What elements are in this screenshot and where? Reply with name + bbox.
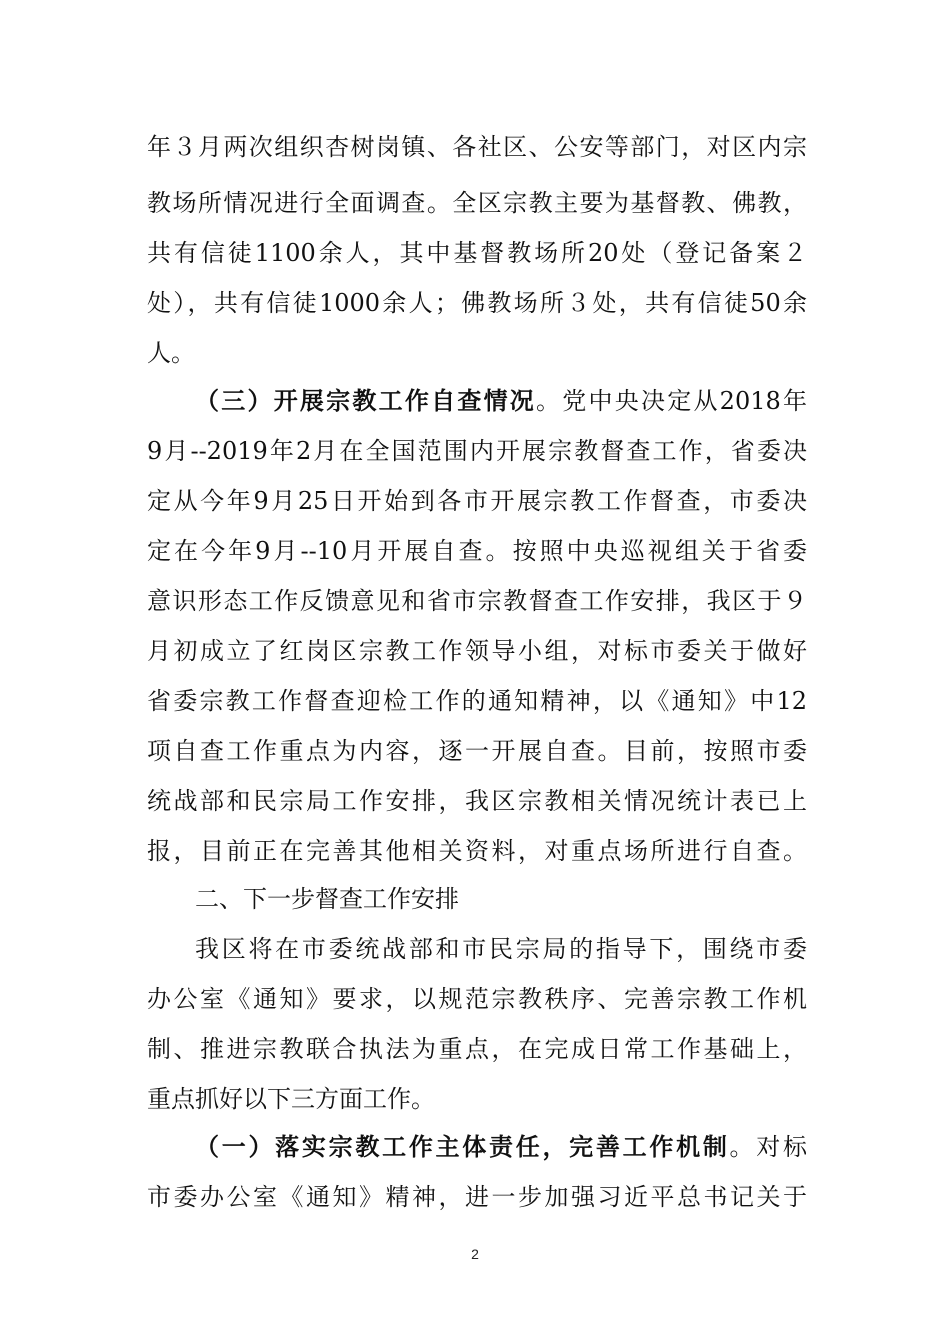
body-line: 项自查工作重点为内容，逐一开展自查。目前，按照市委 xyxy=(147,737,807,765)
paragraph-lead xyxy=(195,386,807,416)
body-line: 人。 xyxy=(147,339,195,367)
body-line: 制、推进宗教联合执法为重点，在完成日常工作基础上， xyxy=(147,1035,807,1063)
body-line: 意识形态工作反馈意见和省市宗教督查工作安排，我区于９ xyxy=(147,587,807,615)
lead-text: 。党中央决定从2018年 xyxy=(536,387,807,415)
body-line: 重点抓好以下三方面工作。 xyxy=(147,1085,435,1113)
body-line: 省委宗教工作督查迎检工作的通知精神，以《通知》中12 xyxy=(147,687,807,715)
body-line: 处），共有信徒1000余人；佛教场所３处，共有信徒50余 xyxy=(147,289,807,317)
paragraph-lead xyxy=(195,1132,807,1162)
lead-text: 。对标 xyxy=(729,1133,808,1161)
body-line: 定从今年9月25日开始到各市开展宗教工作督查，市委决 xyxy=(147,487,807,515)
body-line: 统战部和民宗局工作安排，我区宗教相关情况统计表已上 xyxy=(147,787,807,815)
body-line: 年３月两次组织杏树岗镇、各社区、公安等部门，对区内宗 xyxy=(147,133,807,161)
body-line: 办公室《通知》要求，以规范宗教秩序、完善宗教工作机 xyxy=(147,985,807,1013)
body-line: 共有信徒1100余人，其中基督教场所20处（登记备案２ xyxy=(147,239,807,267)
body-line: 市委办公室《通知》精神，进一步加强习近平总书记关于 xyxy=(147,1183,807,1211)
section-heading: 二、下一步督查工作安排 xyxy=(195,885,459,913)
subheading-three: （三）开展宗教工作自查情况 xyxy=(195,387,537,415)
subheading-one: （一）落实宗教工作主体责任，完善工作机制 xyxy=(195,1133,730,1161)
body-line: 9月--2019年2月在全国范围内开展宗教督查工作，省委决 xyxy=(147,437,807,465)
body-line: 定在今年9月--10月开展自查。按照中央巡视组关于省委 xyxy=(147,537,807,565)
paragraph-lead: 我区将在市委统战部和市民宗局的指导下，围绕市委 xyxy=(195,935,807,963)
body-line: 报，目前正在完善其他相关资料，对重点场所进行自查。 xyxy=(147,837,807,865)
body-line: 教场所情况进行全面调查。全区宗教主要为基督教、佛教， xyxy=(147,189,807,217)
page-number: 2 xyxy=(471,1246,479,1262)
body-line: 月初成立了红岗区宗教工作领导小组，对标市委关于做好 xyxy=(147,637,807,665)
